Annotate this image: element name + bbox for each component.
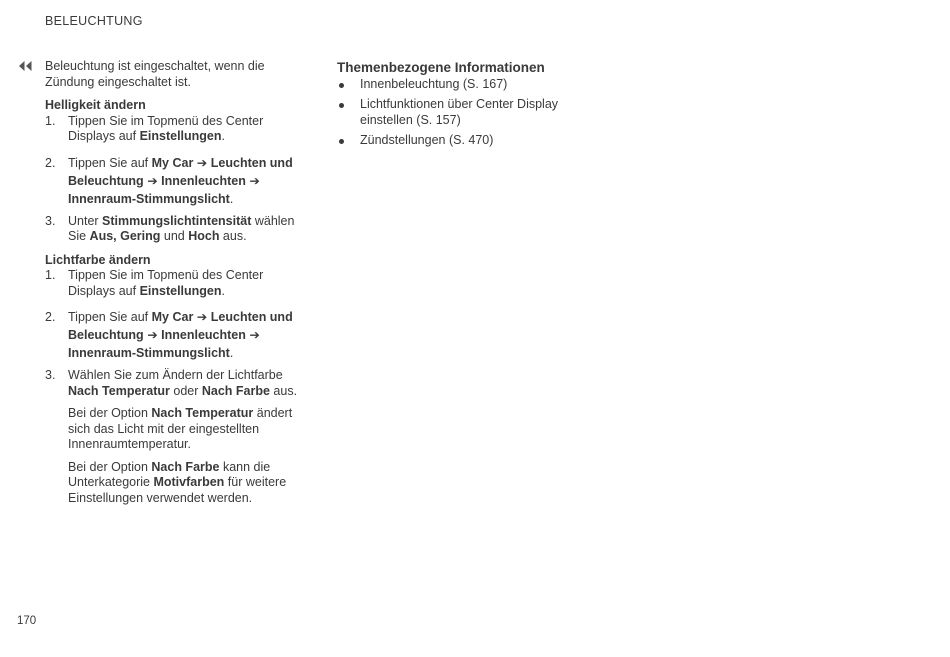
- light-color-steps: [45, 268, 310, 506]
- arrow-right-icon: ➔: [249, 173, 260, 188]
- double-chevron-left-icon[interactable]: [17, 60, 33, 72]
- list-item: 3. Wählen Sie zum Ändern der Lichtfarbe Nach Temperatur oder Nach Farbe aus. Bei der Option Nach Temperatur ändert sich das Licht mit der eingestellten Innenraumtemperatur. Bei der Option Nach Farbe kann die Unterkategorie Motivfarben für weitere Einstellungen verwendet werden.: [45, 368, 310, 506]
- left-column: [45, 59, 310, 506]
- right-column: [337, 60, 597, 154]
- note-temperature: Bei der Option Nach Temperatur ändert sich das Licht mit der eingestellten Innenraumtemperatur.: [68, 406, 293, 451]
- arrow-right-icon: ➔: [147, 328, 158, 342]
- section-heading-light-color: Lichtfarbe ändern: [45, 252, 151, 267]
- page-header: BELEUCHTUNG: [45, 14, 143, 28]
- list-item: 2. Tippen Sie auf My Car ➔ Leuchten und Beleuchtung ➔ Innenleuchten ➔ Innenraum-Stimmungslicht.: [45, 310, 293, 360]
- note-color: Bei der Option Nach Farbe kann die Unterkategorie Motivfarben für weitere Einstellungen verwendet werden.: [68, 459, 287, 505]
- bullet-icon: [339, 103, 344, 108]
- bullet-icon: [339, 139, 344, 144]
- list-item: 3. Unter Stimmungslichtintensität wählen Sie Aus, Gering und Hoch aus.: [45, 213, 295, 243]
- arrow-right-icon: ➔: [249, 328, 260, 342]
- related-info-heading: Themenbezogene Informationen: [337, 60, 545, 75]
- list-item: 2. Tippen Sie auf My Car ➔ Leuchten und Beleuchtung ➔ Innenleuchten ➔ Innenraum-Stimmungslicht.: [45, 155, 293, 206]
- arrow-right-icon: ➔: [196, 310, 208, 324]
- related-info-list: [337, 77, 597, 149]
- arrow-right-icon: ➔: [196, 155, 208, 170]
- list-item: 1. Tippen Sie im Topmenü des Center Displays auf Einstellungen.: [45, 268, 264, 298]
- intro-text: Beleuchtung ist eingeschaltet, wenn die Zündung eingeschaltet ist.: [45, 59, 265, 89]
- arrow-right-icon: ➔: [147, 173, 158, 188]
- related-link-light-functions[interactable]: Lichtfunktionen über Center Display einstellen (S. 157): [337, 97, 597, 128]
- bullet-icon: [339, 83, 344, 88]
- page-number: 170: [17, 615, 37, 627]
- brightness-steps: [45, 114, 310, 245]
- list-item: 1. Tippen Sie im Topmenü des Center Displays auf Einstellungen.: [45, 113, 264, 143]
- related-link-ignition-positions[interactable]: Zündstellungen (S. 470): [337, 133, 597, 149]
- section-heading-brightness: Helligkeit ändern: [45, 98, 146, 112]
- related-link-interior-lighting[interactable]: Innenbeleuchtung (S. 167): [337, 77, 597, 93]
